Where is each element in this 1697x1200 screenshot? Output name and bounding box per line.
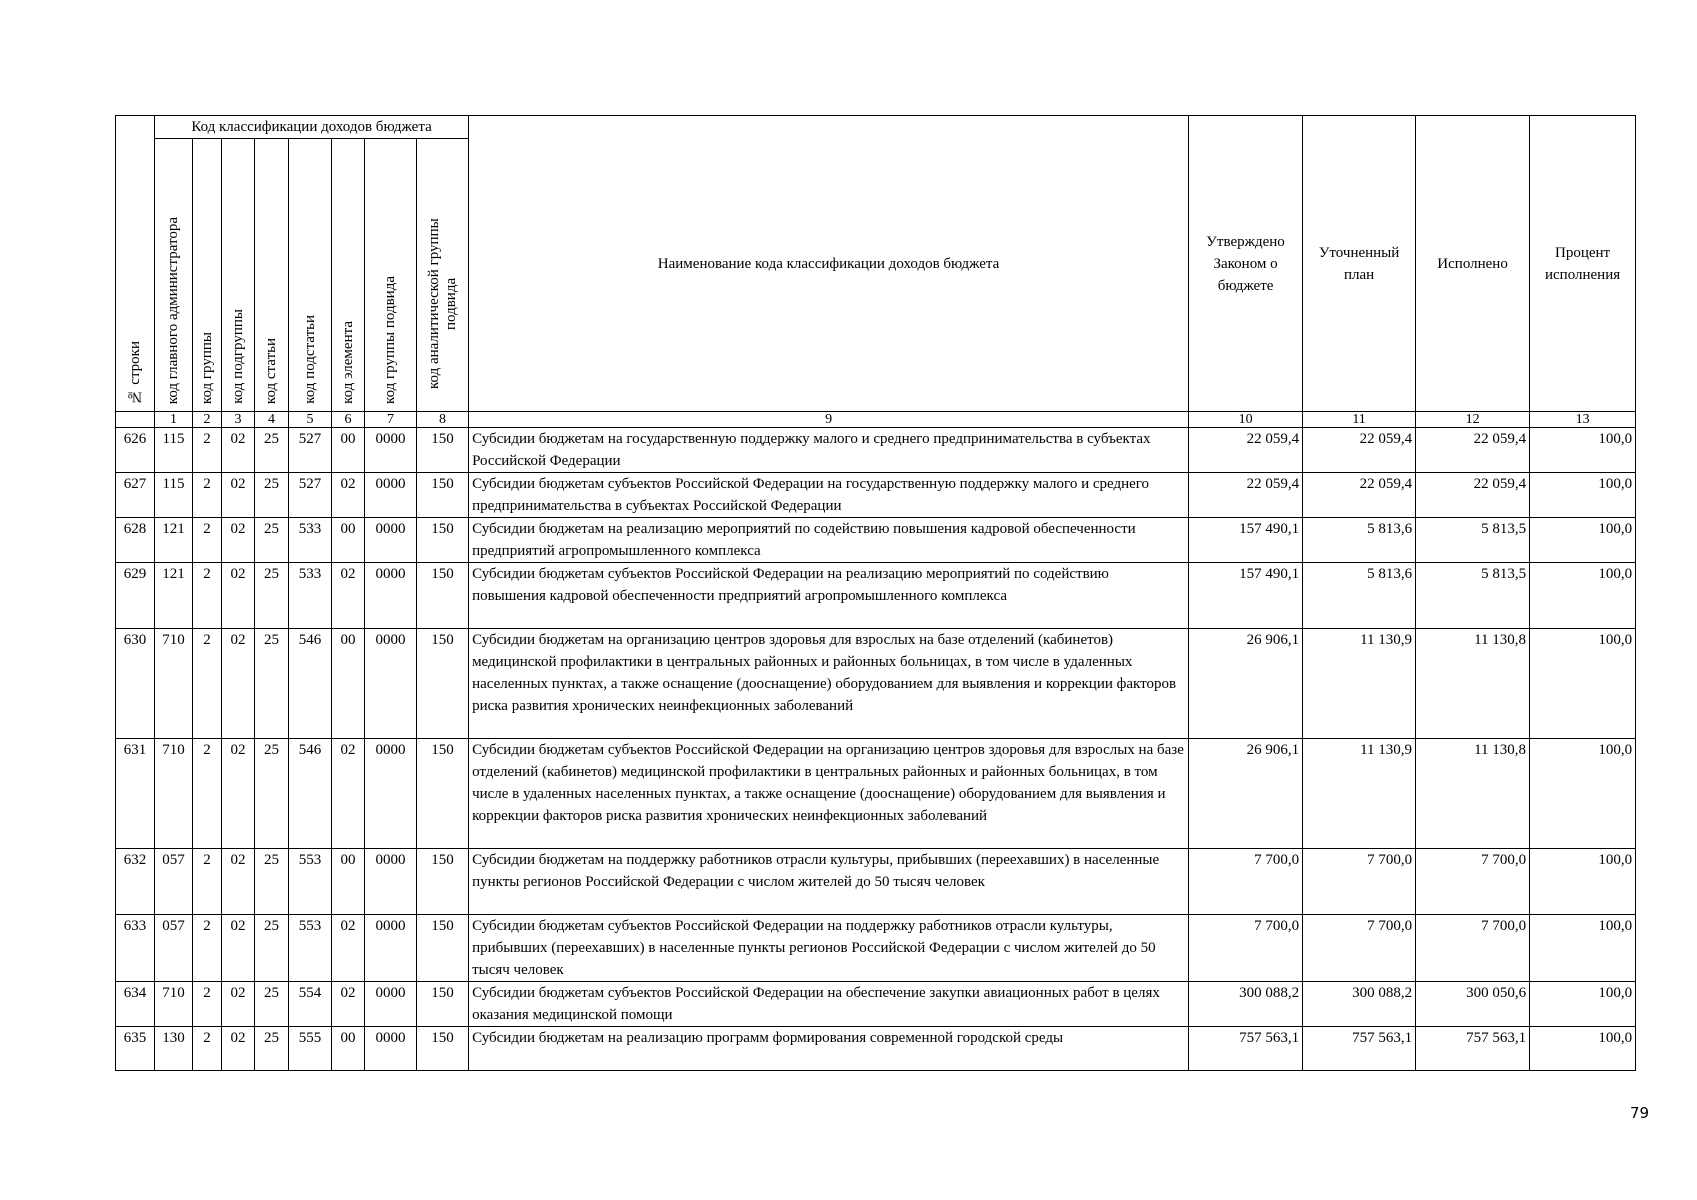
cell-name: Субсидии бюджетам субъектов Российской Федерации на поддержку работников отрасли культуры, прибывших (переехавших) в населенные пункты регионов Российской Федерации с числом жителей до 50 тысяч человек: [469, 915, 1189, 982]
cell-code-article: 25: [255, 473, 289, 518]
cell-code-element: 02: [332, 473, 365, 518]
cell-code-analytic-group: 150: [417, 473, 469, 518]
cell-code-element: 00: [332, 428, 365, 473]
header-name: Наименование кода классификации доходов бюджета: [469, 116, 1189, 412]
cell-code-article: 25: [255, 428, 289, 473]
cell-percent: 100,0: [1530, 1027, 1636, 1071]
cell-code-subgroup: 02: [222, 849, 255, 915]
cell-executed: 7 700,0: [1416, 849, 1530, 915]
cell-percent: 100,0: [1530, 563, 1636, 629]
col-number: 11: [1303, 412, 1416, 428]
cell-code-element: 00: [332, 1027, 365, 1071]
cell-approved: 7 700,0: [1189, 915, 1303, 982]
table-row: [116, 915, 1636, 982]
cell-code-element: 00: [332, 849, 365, 915]
header-plan: Уточненный план: [1303, 116, 1416, 412]
cell-row-number: 626: [116, 428, 155, 473]
cell-code-subtype-group: 0000: [365, 473, 417, 518]
col-number: 5: [289, 412, 332, 428]
cell-row-number: 634: [116, 982, 155, 1027]
cell-approved: 300 088,2: [1189, 982, 1303, 1027]
cell-row-number: 631: [116, 739, 155, 849]
cell-percent: 100,0: [1530, 473, 1636, 518]
cell-code-admin: 710: [155, 982, 193, 1027]
header-code-subtype-group: код группы подвида: [365, 139, 417, 412]
cell-code-article: 25: [255, 518, 289, 563]
header-code-subarticle: код подстатьи: [289, 139, 332, 412]
cell-plan: 300 088,2: [1303, 982, 1416, 1027]
cell-code-admin: 130: [155, 1027, 193, 1071]
cell-approved: 22 059,4: [1189, 428, 1303, 473]
cell-code-subtype-group: 0000: [365, 563, 417, 629]
cell-code-subgroup: 02: [222, 428, 255, 473]
cell-code-analytic-group: 150: [417, 518, 469, 563]
cell-code-subarticle: 554: [289, 982, 332, 1027]
table-row: [116, 563, 1636, 629]
cell-name: Субсидии бюджетам субъектов Российской Федерации на организацию центров здоровья для взрослых на базе отделений (кабинетов) медицинской профилактики в центральных районных и районных больницах, в том числе в удаленных населенных пунктах, а также оснащение (дооснащение) оборудованием для выявления и коррекции факторов риска развития хронических неинфекционных заболеваний: [469, 739, 1189, 849]
cell-percent: 100,0: [1530, 428, 1636, 473]
cell-percent: 100,0: [1530, 982, 1636, 1027]
cell-code-article: 25: [255, 915, 289, 982]
cell-code-analytic-group: 150: [417, 849, 469, 915]
cell-row-number: 627: [116, 473, 155, 518]
cell-code-group: 2: [193, 518, 222, 563]
cell-percent: 100,0: [1530, 518, 1636, 563]
cell-name: Субсидии бюджетам на поддержку работников отрасли культуры, прибывших (переехавших) в населенные пункты регионов Российской Федерации с числом жителей до 50 тысяч человек: [469, 849, 1189, 915]
cell-code-group: 2: [193, 739, 222, 849]
column-numbers-row: [116, 412, 1636, 428]
cell-row-number: 628: [116, 518, 155, 563]
col-number: 9: [469, 412, 1189, 428]
cell-row-number: 633: [116, 915, 155, 982]
cell-code-subarticle: 555: [289, 1027, 332, 1071]
cell-code-subarticle: 527: [289, 428, 332, 473]
cell-code-subgroup: 02: [222, 473, 255, 518]
cell-executed: 757 563,1: [1416, 1027, 1530, 1071]
cell-row-number: 629: [116, 563, 155, 629]
col-number: 6: [332, 412, 365, 428]
cell-code-element: 02: [332, 982, 365, 1027]
table-row: [116, 518, 1636, 563]
cell-code-admin: 115: [155, 428, 193, 473]
header-code-admin: код главного администратора: [155, 139, 193, 412]
cell-name: Субсидии бюджетам на государственную поддержку малого и среднего предпринимательства в субъектах Российской Федерации: [469, 428, 1189, 473]
cell-code-subarticle: 546: [289, 629, 332, 739]
table-row: [116, 1027, 1636, 1071]
cell-code-group: 2: [193, 428, 222, 473]
header-code-group: код группы: [193, 139, 222, 412]
cell-code-subgroup: 02: [222, 982, 255, 1027]
cell-code-element: 00: [332, 518, 365, 563]
page-number: 79: [1630, 1104, 1650, 1122]
cell-plan: 11 130,9: [1303, 629, 1416, 739]
cell-name: Субсидии бюджетам субъектов Российской Федерации на государственную поддержку малого и среднего предпринимательства в субъектах Российской Федерации: [469, 473, 1189, 518]
cell-code-subtype-group: 0000: [365, 915, 417, 982]
cell-executed: 5 813,5: [1416, 518, 1530, 563]
cell-code-analytic-group: 150: [417, 982, 469, 1027]
cell-approved: 26 906,1: [1189, 739, 1303, 849]
budget-income-table: [115, 115, 1636, 1071]
cell-code-article: 25: [255, 563, 289, 629]
col-number: 7: [365, 412, 417, 428]
col-number: 4: [255, 412, 289, 428]
cell-code-subgroup: 02: [222, 739, 255, 849]
header-code-element: код элемента: [332, 139, 365, 412]
cell-code-subtype-group: 0000: [365, 428, 417, 473]
cell-executed: 5 813,5: [1416, 563, 1530, 629]
table-row: [116, 428, 1636, 473]
cell-code-admin: 057: [155, 915, 193, 982]
cell-code-element: 02: [332, 915, 365, 982]
cell-code-article: 25: [255, 849, 289, 915]
cell-code-group: 2: [193, 629, 222, 739]
cell-code-subarticle: 553: [289, 915, 332, 982]
cell-plan: 7 700,0: [1303, 915, 1416, 982]
cell-code-group: 2: [193, 563, 222, 629]
cell-code-subtype-group: 0000: [365, 739, 417, 849]
table-row: [116, 982, 1636, 1027]
cell-code-article: 25: [255, 982, 289, 1027]
cell-code-admin: 121: [155, 518, 193, 563]
col-number: 3: [222, 412, 255, 428]
cell-code-group: 2: [193, 473, 222, 518]
cell-approved: 157 490,1: [1189, 518, 1303, 563]
cell-code-subarticle: 533: [289, 563, 332, 629]
cell-plan: 11 130,9: [1303, 739, 1416, 849]
cell-code-group: 2: [193, 849, 222, 915]
cell-code-article: 25: [255, 739, 289, 849]
cell-name: Субсидии бюджетам на реализацию мероприятий по содействию повышения кадровой обеспеченности предприятий агропромышленного комплекса: [469, 518, 1189, 563]
cell-code-analytic-group: 150: [417, 915, 469, 982]
cell-row-number: 630: [116, 629, 155, 739]
col-number: 2: [193, 412, 222, 428]
cell-code-subgroup: 02: [222, 915, 255, 982]
header-row-number: № строки: [116, 116, 155, 412]
cell-code-admin: 710: [155, 629, 193, 739]
col-number: 13: [1530, 412, 1636, 428]
cell-plan: 757 563,1: [1303, 1027, 1416, 1071]
cell-code-admin: 121: [155, 563, 193, 629]
cell-code-analytic-group: 150: [417, 563, 469, 629]
cell-code-subarticle: 546: [289, 739, 332, 849]
cell-plan: 22 059,4: [1303, 428, 1416, 473]
header-code-article: код статьи: [255, 139, 289, 412]
cell-name: Субсидии бюджетам субъектов Российской Федерации на реализацию мероприятий по содействию повышения кадровой обеспеченности предприятий агропромышленного комплекса: [469, 563, 1189, 629]
cell-code-subgroup: 02: [222, 518, 255, 563]
cell-percent: 100,0: [1530, 629, 1636, 739]
cell-approved: 757 563,1: [1189, 1027, 1303, 1071]
cell-code-subtype-group: 0000: [365, 518, 417, 563]
cell-code-subtype-group: 0000: [365, 1027, 417, 1071]
cell-name: Субсидии бюджетам на организацию центров здоровья для взрослых на базе отделений (кабинетов) медицинской профилактики в центральных районных и районных больницах, в том числе в удаленных населенных пунктах, а также оснащение (дооснащение) оборудованием для выявления и коррекции факторов риска развития хронических неинфекционных заболеваний: [469, 629, 1189, 739]
cell-name: Субсидии бюджетам субъектов Российской Федерации на обеспечение закупки авиационных работ в целях оказания медицинской помощи: [469, 982, 1189, 1027]
cell-code-group: 2: [193, 915, 222, 982]
cell-executed: 7 700,0: [1416, 915, 1530, 982]
cell-code-subtype-group: 0000: [365, 629, 417, 739]
cell-plan: 22 059,4: [1303, 473, 1416, 518]
cell-executed: 300 050,6: [1416, 982, 1530, 1027]
col-number: 10: [1189, 412, 1303, 428]
cell-approved: 157 490,1: [1189, 563, 1303, 629]
header-code-subgroup: код подгруппы: [222, 139, 255, 412]
cell-percent: 100,0: [1530, 849, 1636, 915]
cell-approved: 26 906,1: [1189, 629, 1303, 739]
cell-code-subtype-group: 0000: [365, 982, 417, 1027]
cell-code-analytic-group: 150: [417, 428, 469, 473]
cell-code-admin: 710: [155, 739, 193, 849]
cell-code-subarticle: 527: [289, 473, 332, 518]
cell-approved: 22 059,4: [1189, 473, 1303, 518]
cell-code-subgroup: 02: [222, 563, 255, 629]
cell-code-article: 25: [255, 629, 289, 739]
cell-code-analytic-group: 150: [417, 739, 469, 849]
cell-code-analytic-group: 150: [417, 1027, 469, 1071]
cell-percent: 100,0: [1530, 915, 1636, 982]
cell-executed: 22 059,4: [1416, 428, 1530, 473]
cell-percent: 100,0: [1530, 739, 1636, 849]
cell-code-element: 00: [332, 629, 365, 739]
table-row: [116, 629, 1636, 739]
cell-code-group: 2: [193, 1027, 222, 1071]
header-code-analytic-group: код аналитической группы подвида: [417, 139, 469, 412]
cell-executed: 11 130,8: [1416, 739, 1530, 849]
table-row: [116, 849, 1636, 915]
cell-name: Субсидии бюджетам на реализацию программ формирования современной городской среды: [469, 1027, 1189, 1071]
cell-code-admin: 057: [155, 849, 193, 915]
cell-code-subgroup: 02: [222, 1027, 255, 1071]
cell-row-number: 635: [116, 1027, 155, 1071]
cell-code-subtype-group: 0000: [365, 849, 417, 915]
cell-row-number: 632: [116, 849, 155, 915]
cell-code-analytic-group: 150: [417, 629, 469, 739]
header-executed: Исполнено: [1416, 116, 1530, 412]
header-percent: Процент исполнения: [1530, 116, 1636, 412]
cell-executed: 11 130,8: [1416, 629, 1530, 739]
cell-plan: 5 813,6: [1303, 518, 1416, 563]
cell-code-subgroup: 02: [222, 629, 255, 739]
cell-approved: 7 700,0: [1189, 849, 1303, 915]
cell-code-admin: 115: [155, 473, 193, 518]
table-row: [116, 473, 1636, 518]
cell-code-subarticle: 553: [289, 849, 332, 915]
col-number: 8: [417, 412, 469, 428]
cell-code-subarticle: 533: [289, 518, 332, 563]
header-classification-group: Код классификации доходов бюджета: [155, 116, 469, 139]
cell-code-element: 02: [332, 563, 365, 629]
cell-plan: 7 700,0: [1303, 849, 1416, 915]
col-number: 12: [1416, 412, 1530, 428]
cell-plan: 5 813,6: [1303, 563, 1416, 629]
table-body: [116, 428, 1636, 1071]
cell-code-element: 02: [332, 739, 365, 849]
table-row: [116, 739, 1636, 849]
header-approved: Утверждено Законом о бюджете: [1189, 116, 1303, 412]
cell-code-group: 2: [193, 982, 222, 1027]
col-number: 1: [155, 412, 193, 428]
cell-executed: 22 059,4: [1416, 473, 1530, 518]
cell-code-article: 25: [255, 1027, 289, 1071]
